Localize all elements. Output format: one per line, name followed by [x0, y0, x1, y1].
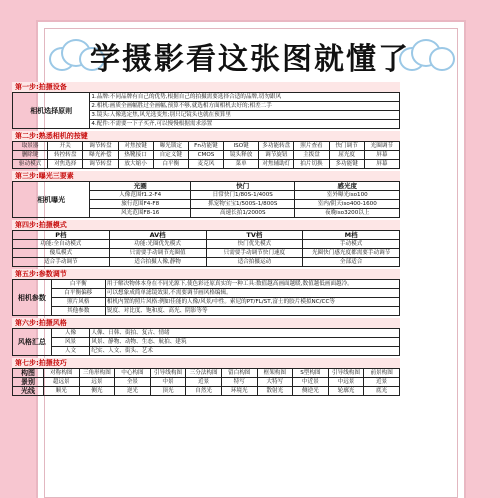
technique-cell: 框架构图: [257, 369, 293, 378]
principle-line: 3.镜头:人像选定焦,风光选变焦;别只记镜头也就在预算里: [90, 111, 400, 120]
section-4-heading: 第四步:拍摄模式: [12, 220, 400, 230]
button-cell: 转控转盘: [48, 151, 83, 160]
technique-cell: 中心构图: [115, 369, 151, 378]
mode-cell: 功能:全自动模式: [13, 240, 110, 249]
style-name: 人像: [51, 329, 90, 338]
exposure-table: [12, 181, 400, 218]
m-mode-header: M档: [303, 231, 400, 240]
button-cell: 开关: [48, 142, 83, 151]
page-title: 学摄影看这张图就懂了: [90, 42, 410, 77]
technique-cell: 顺光: [43, 387, 79, 396]
mode-cell: 手动模式: [303, 240, 400, 249]
technique-cell: 自然光: [186, 387, 222, 396]
technique-cell: 近景: [364, 378, 400, 387]
button-cell: 拍片切换: [294, 160, 329, 169]
av-mode-header: AV档: [109, 231, 206, 240]
technique-cell: 三角形构图: [79, 369, 115, 378]
exposure-cell: 日常快门1/80S-1/400S: [191, 191, 295, 200]
parameter-desc: 相机内置的照片风格:例如佳能的人像/风景/中性。索尼的PT/FL/ST,富士的胶片模拟NC/CC等: [105, 298, 399, 307]
parameter-desc: 用于解决物体本身在不同光源下,使色彩还原真实的一种工具:数值越高画面越暖,数值越低画面越冷。: [105, 280, 399, 289]
button-cell: 镜头释放: [224, 151, 259, 160]
technique-cell: 侧光: [79, 387, 115, 396]
parameters-label: 相机参数: [13, 280, 52, 316]
technique-cell: 底光: [364, 387, 400, 396]
technique-cell: 留白构图: [221, 369, 257, 378]
composition-label: 构图: [13, 369, 44, 378]
button-cell: 多功能键: [329, 160, 364, 169]
exposure-label: 相机曝光: [13, 182, 90, 218]
technique-cell: 中近景: [293, 378, 329, 387]
exposure-cell: 人像范围f1.2-F4: [90, 191, 191, 200]
technique-cell: 中远景: [328, 378, 364, 387]
principle-line: 4.配件:不需要一下子买齐,可以慢慢根据需求添置: [90, 120, 400, 129]
exposure-cell: 旅行范围F4-F8: [90, 200, 191, 209]
button-cell: 调节旋钮: [259, 151, 294, 160]
button-cell: 调节转盘: [83, 142, 118, 151]
section-6-heading: 第六步:拍摄风格: [12, 318, 400, 328]
style-name: 风景: [51, 338, 90, 347]
technique-cell: 对称构图: [43, 369, 79, 378]
mode-cell: 光圈快门感光度都需要手动调节: [303, 249, 400, 258]
button-cell: ISO键: [224, 142, 259, 151]
button-cell: 主拨盘: [294, 151, 329, 160]
iso-header: 感光度: [295, 182, 400, 191]
technique-cell: 特写: [221, 378, 257, 387]
principle-line: 2.相机:画质全画幅胜过全画幅,预算不够,就选相方面相机去好的;相差二手: [90, 102, 400, 111]
style-desc: 风景、静物、动物、生态、航拍、建筑: [90, 338, 400, 347]
button-cell: 白平衡: [153, 160, 188, 169]
technique-cell: 近景: [186, 378, 222, 387]
buttons-table: [12, 141, 400, 169]
technique-cell: 远景: [79, 378, 115, 387]
tv-mode-header: TV档: [206, 231, 303, 240]
button-cell: 驱动模式: [13, 160, 48, 169]
aperture-header: 光圈: [90, 182, 191, 191]
section-1-heading: 第一步:拍摄设备: [12, 82, 400, 92]
style-name: 人文: [51, 347, 90, 356]
technique-cell: 轮廓光: [328, 387, 364, 396]
button-cell: 对焦按键: [118, 142, 153, 151]
button-cell: 调节转盘: [83, 160, 118, 169]
button-cell: 删除键: [13, 151, 48, 160]
technique-cell: 超远景: [43, 378, 79, 387]
technique-cell: 三分法构图: [186, 369, 222, 378]
section-3-heading: 第三步:曝光三要素: [12, 171, 400, 181]
button-cell: Fn功能键: [188, 142, 223, 151]
technique-cell: 前景构图: [364, 369, 400, 378]
framing-label: 景别: [13, 378, 44, 387]
mode-cell: 全部适合: [303, 258, 400, 267]
button-cell: 曝光补偿: [83, 151, 118, 160]
mode-cell: 快门优先模式: [206, 240, 303, 249]
exposure-cell: 抓宠物宝宝1/500S-1/800S: [191, 200, 295, 209]
styles-label: 风格汇总: [13, 329, 52, 356]
style-desc: 纪实、人文、街头、艺术: [90, 347, 400, 356]
button-cell: 屏幕: [364, 160, 399, 169]
button-cell: 照片查看: [294, 142, 329, 151]
techniques-table: [12, 368, 400, 396]
button-cell: 麦克风: [188, 160, 223, 169]
mode-cell: 只需要手动调节光圈值: [109, 249, 206, 258]
mode-cell: 适合手动调节: [13, 258, 110, 267]
technique-cell: 引导线构图: [328, 369, 364, 378]
parameter-name: 其他参数: [51, 307, 105, 316]
technique-cell: 全景: [115, 378, 151, 387]
button-cell: 菜单: [224, 160, 259, 169]
mode-cell: 适合拍摄人像,静物: [109, 258, 206, 267]
exposure-cell: 夜晚iso3200以上: [295, 209, 400, 218]
parameters-table: [12, 279, 400, 316]
section-5-heading: 第五步:参数调节: [12, 269, 400, 279]
mode-cell: 只需要手动调节快门速度: [206, 249, 303, 258]
mode-cell: 功能:光圈优先模式: [109, 240, 206, 249]
p-mode-header: P档: [13, 231, 110, 240]
button-cell: 多功能转盘: [259, 142, 294, 151]
technique-cell: 顶光: [150, 387, 186, 396]
button-cell: 光圈调节: [364, 142, 399, 151]
button-cell: 热靴接口: [118, 151, 153, 160]
exposure-cell: 室内/阴天iso400-1600: [295, 200, 400, 209]
modes-table: [12, 230, 400, 267]
technique-cell: 逆光: [115, 387, 151, 396]
section-7-heading: 第七步:拍摄技巧: [12, 358, 400, 368]
technique-cell: 引导线构图: [150, 369, 186, 378]
button-cell: 对焦辅助灯: [259, 160, 294, 169]
content: [12, 80, 400, 396]
principle-line: 1.品牌:不同品牌有自己的优势,根据自己的拍摄需要选择合适的品牌,切勿跟风: [90, 93, 400, 102]
technique-cell: 侧逆光: [293, 387, 329, 396]
exposure-cell: 高速长拍1/2000S: [191, 209, 295, 218]
mode-cell: 傻瓜模式: [13, 249, 110, 258]
button-cell: 曝光锁定: [153, 142, 188, 151]
style-desc: 人像、日韩、街拍、复古、情绪: [90, 329, 400, 338]
section-2-heading: 第二步:熟悉相机的按键: [12, 131, 400, 141]
technique-cell: S型构图: [293, 369, 329, 378]
lighting-label: 光线: [13, 387, 44, 396]
button-cell: 取景器: [13, 142, 48, 151]
technique-cell: 环境光: [221, 387, 257, 396]
technique-cell: 中景: [150, 378, 186, 387]
button-cell: 自定义键: [153, 151, 188, 160]
parameter-desc: 可以想象成简单滤镜效果,不需要调节画风格编辑。: [105, 289, 399, 298]
button-cell: 快门调节: [329, 142, 364, 151]
parameter-desc: 锐度、对比度、饱和度、高光、阴影等等: [105, 307, 399, 316]
technique-cell: 大特写: [257, 378, 293, 387]
mode-cell: 适合拍摄运动: [206, 258, 303, 267]
styles-table: [12, 328, 400, 356]
button-cell: 对焦选择: [48, 160, 83, 169]
exposure-cell: 风光范围F8-16: [90, 209, 191, 218]
shutter-header: 快门: [191, 182, 295, 191]
parameter-name: 白平衡: [51, 280, 105, 289]
camera-principle-label: 相机选择原则: [13, 93, 90, 129]
button-cell: CMOS: [188, 151, 223, 160]
parameter-name: 白平衡偏移: [51, 289, 105, 298]
technique-cell: 散射光: [257, 387, 293, 396]
equipment-table: [12, 92, 400, 129]
exposure-cell: 室外曝光iso100: [295, 191, 400, 200]
button-cell: 屏幕: [364, 151, 399, 160]
button-cell: 屈光度: [329, 151, 364, 160]
parameter-name: 照片风格: [51, 298, 105, 307]
button-cell: 放大缩小: [118, 160, 153, 169]
